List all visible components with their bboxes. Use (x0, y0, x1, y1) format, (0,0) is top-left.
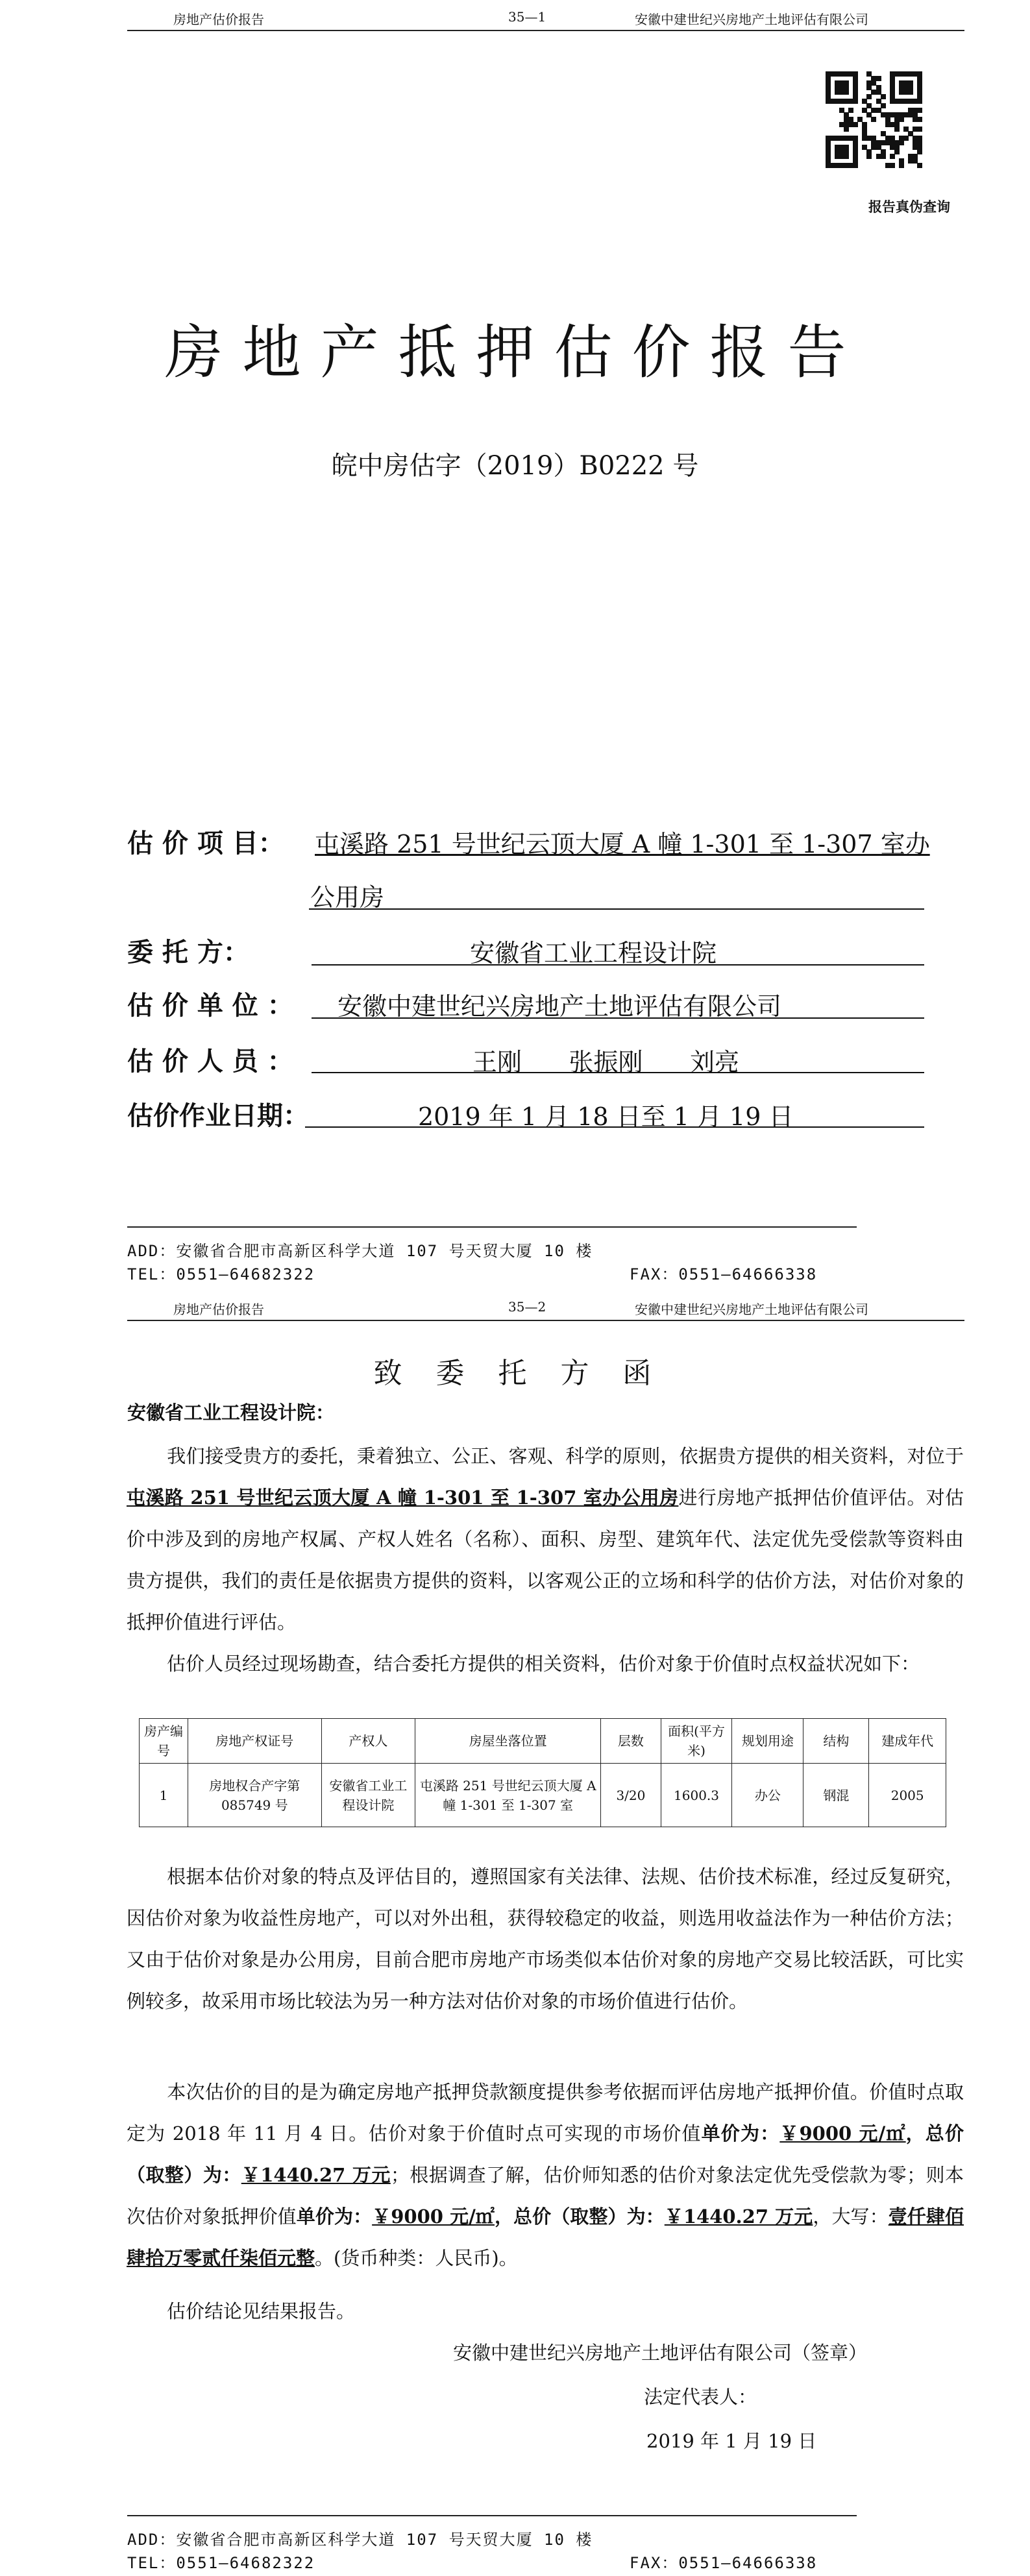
header-right: 安徽中建世纪兴房地产土地评估有限公司 (635, 1302, 868, 1317)
paragraph-5-text: 估价结论见结果报告。 (167, 2300, 356, 2322)
signature-company: 安徽中建世纪兴房地产土地评估有限公司（签章） (453, 2342, 868, 2364)
paragraph-3-text: 根据本估价对象的特点及评估目的，遵照国家有关法律、法规、估价技术标准，经过反复研究，因估价对象为收益性房地产，可以对外出租，获得较稳定的收益，则选用收益法作为一种估价方法；又由于估价对象是办公用房，目前合肥市房地产市场类似本估价对象的房地产交易比较活跃，可比实例较多，故采用市场比较法为另一种方法对估价对象的市场价值进行估价。 (127, 1865, 964, 2012)
table-cell: 钢混 (803, 1764, 869, 1827)
property-table (139, 1718, 946, 1827)
field-value-appraisers: 王刚 张振刚 刘亮 (472, 1048, 739, 1076)
qr-caption: 报告真伪查询 (868, 199, 950, 215)
table-header-cell: 结构 (803, 1719, 869, 1764)
signature-representative: 法定代表人： (644, 2386, 757, 2408)
property-address: 屯溪路 251 号世纪云顶大厦 A 幢 1-301 至 1-307 室办公用房 (127, 1487, 679, 1509)
paragraph-5 (127, 2290, 964, 2332)
paragraph-2-text: 估价人员经过现场勘查，结合委托方提供的相关资料，估价对象于价值时点权益状况如下： (167, 1653, 920, 1675)
paragraph-4-text-end: 。(货币种类：人民币)。 (315, 2247, 518, 2269)
footer-fax: FAX：0551—64666338 (630, 2554, 818, 2572)
field-value-date: 2019 年 1 月 18 日至 1 月 19 日 (418, 1102, 794, 1131)
signature-date: 2019 年 1 月 19 日 (646, 2430, 817, 2452)
paragraph-1-text: 我们接受贵方的委托，秉着独立、公正、客观、科学的原则，依据贵方提供的相关资料，对位于 (167, 1445, 964, 1467)
unit-price: ￥9000 元/㎡ (779, 2122, 906, 2145)
paragraph-4-text-cont: ；根据调查了解，估价师知悉的估价对象法定优先受偿款为零；则本次估价对象抵押价值 (127, 2164, 964, 2228)
unit-price-label: 单价为： (701, 2122, 780, 2145)
mortgage-unit-price: ￥9000 元/㎡ (372, 2205, 495, 2228)
header-rule (127, 1320, 964, 1321)
table-header-cell: 层数 (601, 1719, 661, 1764)
table-header-row (140, 1719, 946, 1764)
qr-code-icon[interactable] (826, 71, 922, 167)
field-label-client: 委 托 方： (127, 938, 249, 967)
table-header-cell: 房产编号 (140, 1719, 188, 1764)
field-label-project: 估 价 项 目： (127, 829, 284, 858)
header-left: 房地产估价报告 (173, 1302, 264, 1317)
letter-title: 致 委 托 方 函 (373, 1357, 657, 1390)
table-header-cell: 建成年代 (869, 1719, 946, 1764)
footer-tel: TEL：0551—64682322 (127, 1265, 315, 1283)
report-title: 房地产抵押估价报告 (164, 319, 866, 387)
table-cell: 1600.3 (661, 1764, 732, 1827)
table-row (140, 1764, 946, 1827)
mortgage-total-label: ，总价（取整）为： (494, 2205, 665, 2228)
header-page-number: 35—2 (508, 1299, 546, 1315)
field-underline (312, 964, 924, 966)
table-cell: 2005 (869, 1764, 946, 1827)
table-cell: 3/20 (601, 1764, 661, 1827)
salutation: 安徽省工业工程设计院： (127, 1402, 335, 1424)
table-header-cell: 规划用途 (732, 1719, 803, 1764)
report-number: 皖中房估字（2019）B0222 号 (331, 451, 699, 481)
table-cell: 办公 (732, 1764, 803, 1827)
footer-address: ADD：安徽省合肥市高新区科学大道 107 号天贸大厦 10 楼 (127, 2531, 593, 2549)
field-value-client: 安徽省工业工程设计院 (470, 939, 717, 967)
total-price: ￥1440.27 万元 (241, 2164, 391, 2186)
footer-rule (127, 2515, 857, 2516)
field-label-appraisers: 估 价 人 员 ： (127, 1047, 293, 1076)
table-header-cell: 产权人 (321, 1719, 415, 1764)
paragraph-1 (127, 1435, 964, 1643)
field-value-project-line2: 公用房 (310, 883, 385, 912)
table-header-cell: 房地产权证号 (188, 1719, 322, 1764)
field-value-project: 屯溪路 251 号世纪云顶大厦 A 幢 1-301 至 1-307 室办 (315, 830, 930, 858)
field-value-appraiser-org: 安徽中建世纪兴房地产土地评估有限公司 (337, 992, 782, 1021)
table-cell: 房地权合产字第 085749 号 (188, 1764, 322, 1827)
header-right: 安徽中建世纪兴房地产土地评估有限公司 (635, 12, 868, 27)
mortgage-unit-label: 单价为： (296, 2205, 373, 2228)
paragraph-4 (127, 2071, 964, 2279)
footer-fax: FAX：0551—64666338 (630, 1265, 818, 1283)
table-header-cell: 面积(平方米) (661, 1719, 732, 1764)
footer-address: ADD：安徽省合肥市高新区科学大道 107 号天贸大厦 10 楼 (127, 1242, 593, 1260)
total-price-label: ，总价（取整）为： (127, 2122, 964, 2186)
field-label-appraiser-org: 估 价 单 位 ： (127, 991, 293, 1021)
paragraph-4-text-cont: ，大写： (813, 2205, 889, 2228)
field-underline (309, 908, 924, 910)
field-underline (312, 1072, 924, 1073)
table-cell: 屯溪路 251 号世纪云顶大厦 A 幢 1-301 至 1-307 室 (415, 1764, 601, 1827)
paragraph-2 (127, 1643, 964, 1684)
table-cell: 1 (140, 1764, 188, 1827)
field-label-date: 估价作业日期： (127, 1101, 309, 1131)
table-cell: 安徽省工业工程设计院 (321, 1764, 415, 1827)
footer-rule (127, 1226, 857, 1228)
field-underline (305, 1126, 924, 1128)
paragraph-1-text-cont: 进行房地产抵押估价值评估。对估价中涉及到的房地产权属、产权人姓名（名称）、面积、房型、建筑年代、法定优先受偿款等资料由贵方提供，我们的责任是依据贵方提供的资料，以客观公正的立场和科学的估价方法，对估价对象的抵押价值进行评估。 (127, 1487, 964, 1633)
header-left: 房地产估价报告 (173, 12, 264, 27)
footer-tel: TEL：0551—64682322 (127, 2554, 315, 2572)
header-rule (127, 30, 964, 31)
paragraph-3 (127, 1856, 964, 2022)
header-page-number: 35—1 (508, 9, 546, 25)
paragraph-4-text: 本次估价的目的是为确定房地产抵押贷款额度提供参考依据而评估房地产抵押价值。价值时点取定为 2018 年 11 月 4 日。估价对象于价值时点可实现的市场价值 (127, 2081, 964, 2145)
mortgage-total-price: ￥1440.27 万元 (664, 2205, 813, 2228)
field-underline (312, 1017, 924, 1019)
amount-in-words: 壹仟肆佰肆拾万零贰仟柒佰元整 (127, 2205, 964, 2269)
table-header-cell: 房屋坐落位置 (415, 1719, 601, 1764)
